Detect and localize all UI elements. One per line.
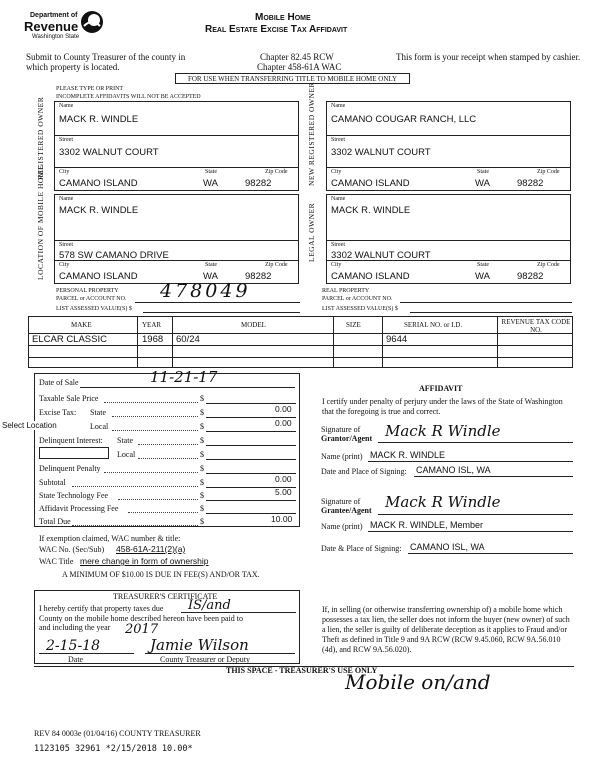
state-label: State <box>205 262 217 268</box>
excise-local-value[interactable]: 0.00 <box>275 418 292 428</box>
city-label: City <box>59 169 70 175</box>
registered-owner-state[interactable]: WA <box>203 178 218 189</box>
location-name[interactable]: MACK R. WINDLE <box>59 205 139 216</box>
chapter-1: Chapter 82.45 RCW <box>260 52 334 62</box>
city-label: City <box>331 262 342 268</box>
state-label: State <box>477 169 489 175</box>
affidavit-title: AFFIDAVIT <box>419 384 463 393</box>
revenue-logo <box>24 10 104 46</box>
city-label: City <box>59 262 70 268</box>
parcel-acct-label-left: PARCEL or ACCOUNT NO. <box>56 296 127 302</box>
treasurer-due[interactable]: IS/and <box>188 598 231 613</box>
new-owner-state[interactable]: WA <box>475 178 490 189</box>
lien-warning-text: If, in selling (or otherwise transferring ownership of) a mobile home which possesses a tax lien, the seller does not inform the buyer (new owner) of such a lien, the seller is guilty of deliberate deception as it applies to Fraud and/or Theft as defined in Title 9 and 9A RCW (RCW 9.45.060, RCW 9A.56.010 (4d), and RCW 9A.56.020). <box>322 605 570 654</box>
treasurer-signature[interactable]: Jamie Wilson <box>150 636 249 654</box>
vehicle-year[interactable]: 1968 <box>142 334 164 345</box>
date-of-sale[interactable]: 11-21-17 <box>150 368 218 386</box>
total-due-label: Total Due <box>39 517 71 526</box>
location-state[interactable]: WA <box>203 271 218 282</box>
registered-owner-city[interactable]: CAMANO ISLAND <box>59 178 138 189</box>
transfer-note: FOR USE WHEN TRANSFERRING TITLE TO MOBILE HOME ONLY <box>175 73 410 84</box>
total-due-value[interactable]: 10.00 <box>271 514 293 524</box>
wac-title-value[interactable]: mere change in form of ownership <box>80 556 209 566</box>
location-city[interactable]: CAMANO ISLAND <box>59 271 138 282</box>
street-label: Street <box>59 137 73 143</box>
grantor-place[interactable]: CAMANO ISL, WA <box>416 465 491 475</box>
col-model: MODEL <box>241 321 266 329</box>
excise-tax-label: Excise Tax: <box>39 408 77 417</box>
interest-local-label: Local <box>117 450 136 459</box>
legal-owner-state[interactable]: WA <box>475 271 490 282</box>
new-owner-label: NEW REGISTERED OWNER <box>307 81 316 186</box>
interest-local-selector[interactable] <box>39 447 109 459</box>
affidavit-fee-label: Affidavit Processing Fee <box>39 504 119 513</box>
grantee-date-place-label: Date & Place of Signing: <box>321 544 402 553</box>
interest-state-label: State <box>117 436 133 445</box>
new-owner-zip[interactable]: 98282 <box>517 178 544 189</box>
legal-owner-city[interactable]: CAMANO ISLAND <box>331 271 410 282</box>
form-title-1: Mobile Home <box>255 12 311 23</box>
wac-no-label: WAC No. (Sec/Sub) <box>39 545 105 554</box>
registered-owner-zip[interactable]: 98282 <box>245 178 272 189</box>
grantor-signature[interactable]: Mack R Windle <box>385 422 501 440</box>
legal-owner-zip[interactable]: 98282 <box>517 271 544 282</box>
treasurer-space-label: THIS SPACE - TREASURER'S USE ONLY <box>226 666 378 675</box>
form-title-2: Real Estate Excise Tax Affidavit <box>205 24 348 35</box>
grantee-signature[interactable]: Mack R Windle <box>385 493 501 511</box>
select-location-control[interactable]: Select Location <box>2 421 57 430</box>
grantee-name-label: Name (print) <box>321 522 363 531</box>
treasurer-text-2: County on the mobile home described hereon have been paid to and including the year <box>39 614 243 632</box>
vehicle-serial[interactable]: 9644 <box>386 334 408 345</box>
grantor-date-place-label: Date and Place of Signing: <box>321 467 407 476</box>
treasurer-title: TREASURER'S CERTIFICATE <box>113 592 218 601</box>
new-owner-city[interactable]: CAMANO ISLAND <box>331 178 410 189</box>
zip-label: Zip Code <box>265 169 288 175</box>
street-label: Street <box>331 242 345 248</box>
logo-line2: Revenue <box>24 19 79 34</box>
grantee-name[interactable]: MACK R. WINDLE, Member <box>370 520 484 530</box>
zip-label: Zip Code <box>537 262 560 268</box>
col-serial: SERIAL NO. or I.D. <box>404 321 463 329</box>
location-zip[interactable]: 98282 <box>245 271 272 282</box>
treasurer-year[interactable]: 2017 <box>125 622 159 637</box>
wac-title-label: WAC Title <box>39 557 74 566</box>
excise-local-label: Local <box>90 422 109 431</box>
parcel-acct-label-right: PARCEL or ACCOUNT NO. <box>322 296 393 302</box>
grantor-name-label: Name (print) <box>321 452 363 461</box>
street-label: Street <box>331 137 345 143</box>
name-label: Name <box>59 103 74 109</box>
legal-owner-street[interactable]: 3302 WALNUT COURT <box>331 250 431 261</box>
exemption-label: If exemption claimed, WAC number & title: <box>39 534 181 543</box>
registered-owner-street[interactable]: 3302 WALNUT COURT <box>59 147 159 158</box>
subtotal-value[interactable]: 0.00 <box>275 474 292 484</box>
form-number: REV 84 0003e (01/04/16) COUNTY TREASURER <box>34 729 201 738</box>
name-label: Name <box>59 196 74 202</box>
excise-state-value[interactable]: 0.00 <box>275 404 292 414</box>
location-street[interactable]: 578 SW CAMANO DRIVE <box>59 250 169 261</box>
logo-line3: Washington State <box>32 34 80 40</box>
registered-owner-block <box>54 101 299 191</box>
state-label: State <box>205 169 217 175</box>
parcel-handwritten[interactable]: 478049 <box>160 280 251 302</box>
state-tech-fee-label: State Technology Fee <box>39 491 109 500</box>
delinquent-penalty-label: Delinquent Penalty <box>39 464 101 473</box>
street-label: Street <box>59 242 73 248</box>
submit-text: Submit to County Treasurer of the county in which property is located. <box>26 52 186 72</box>
wac-no-value[interactable]: 458-61A-211(2)(a) <box>116 544 186 554</box>
registered-owner-label: REGISTERED OWNER <box>36 96 45 180</box>
revenue-logo-icon <box>80 10 104 34</box>
grantor-name[interactable]: MACK R. WINDLE <box>370 450 446 460</box>
sig-grantor-label-2: Grantor/Agent <box>321 434 373 443</box>
col-size: SIZE <box>346 321 361 329</box>
name-label: Name <box>331 103 346 109</box>
chapter-2: Chapter 458-61A WAC <box>257 62 342 72</box>
cashier-stamp: 1123105 32961 *2/15/2018 10.00* <box>34 744 193 754</box>
state-tech-fee-value[interactable]: 5.00 <box>275 487 292 497</box>
zip-label: Zip Code <box>537 169 560 175</box>
new-owner-street[interactable]: 3302 WALNUT COURT <box>331 147 431 158</box>
personal-property-label: PERSONAL PROPERTY <box>56 288 119 294</box>
grantee-place[interactable]: CAMANO ISL, WA <box>410 542 485 552</box>
location-label: LOCATION OF MOBILE HOME <box>36 164 45 280</box>
sig-grantor-label-1: Signature of <box>321 425 361 434</box>
excise-state-label: State <box>90 408 106 417</box>
zip-label: Zip Code <box>265 262 288 268</box>
legal-owner-name[interactable]: MACK R. WINDLE <box>331 205 411 216</box>
treasurer-date-label: Date <box>68 655 84 664</box>
sig-grantee-label-1: Signature of <box>321 497 361 506</box>
list-assessed-right: LIST ASSESSED VALUE(S) $ <box>322 306 398 312</box>
print-note-2: INCOMPLETE AFFIDAVITS WILL NOT BE ACCEPTED <box>56 94 201 100</box>
state-label: State <box>477 262 489 268</box>
vehicle-make[interactable]: ELCAR CLASSIC <box>32 334 107 345</box>
sig-grantee-label-2: Grantee/Agent <box>321 506 372 515</box>
vehicle-table <box>28 316 573 368</box>
logo-line1: Department of <box>30 12 78 19</box>
print-note-1: PLEASE TYPE OR PRINT <box>56 86 124 92</box>
vehicle-model[interactable]: 60/24 <box>176 334 200 345</box>
affidavit-certify: I certify under penalty of perjury under the laws of the State of Washington that the foregoing is true and correct. <box>322 397 563 416</box>
legal-owner-label: LEGAL OWNER <box>307 202 316 262</box>
name-label: Name <box>331 196 346 202</box>
treasurer-text-1: I hereby certify that property taxes due <box>39 604 164 613</box>
minimum-note: A MINIMUM OF $10.00 IS DUE IN FEE(S) AND/OR TAX. <box>62 570 260 579</box>
col-make: MAKE <box>71 321 92 329</box>
city-label: City <box>331 169 342 175</box>
legal-owner-block <box>326 194 571 284</box>
handwritten-mobile-note[interactable]: Mobile on/and <box>345 670 491 694</box>
delinquent-interest-label: Delinquent Interest: <box>39 436 103 445</box>
new-owner-block <box>326 101 571 191</box>
col-code: REVENUE TAX CODE NO. <box>501 318 571 334</box>
treasurer-county-label: County Treasurer or Deputy <box>160 655 250 664</box>
taxable-sale-price-label: Taxable Sale Price <box>39 394 99 403</box>
col-year: YEAR <box>142 321 162 329</box>
subtotal-label: Subtotal <box>39 478 66 487</box>
real-property-label: REAL PROPERTY <box>322 288 370 294</box>
new-owner-name[interactable]: CAMANO COUGAR RANCH, LLC <box>331 114 477 125</box>
date-of-sale-label: Date of Sale <box>39 378 79 387</box>
receipt-text: This form is your receipt when stamped by cashier. <box>396 52 581 62</box>
registered-owner-name[interactable]: MACK R. WINDLE <box>59 114 139 125</box>
treasurer-date[interactable]: 2-15-18 <box>46 638 100 654</box>
list-assessed-left: LIST ASSESSED VALUE(S) $ <box>56 306 132 312</box>
location-block <box>54 194 299 284</box>
